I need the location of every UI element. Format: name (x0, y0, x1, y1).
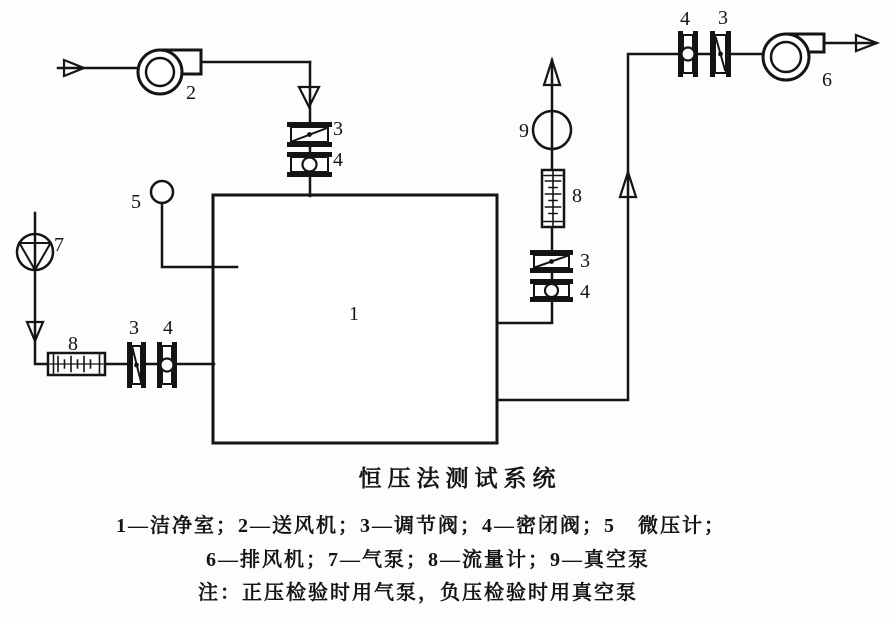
sealed-valve-mid-icon (530, 279, 573, 302)
label-sealed-valve-mid: 4 (580, 281, 590, 303)
legend-note: 注：正压检验时用气泵，负压检验时用真空泵 (198, 582, 638, 604)
regulating-valve-top-icon (287, 122, 332, 147)
micro-manometer-icon (151, 181, 173, 203)
label-supply-fan: 2 (186, 82, 196, 104)
label-sealed-valve-right: 4 (680, 8, 690, 30)
label-sealed-valve-left: 4 (163, 317, 173, 339)
label-vacuum-pump: 9 (519, 120, 529, 142)
label-regulating-valve-mid: 3 (580, 250, 590, 272)
diagram-title: 恒压法测试系统 (358, 466, 562, 491)
label-regulating-valve-left: 3 (129, 317, 139, 339)
flow-meter-mid-icon (542, 170, 564, 227)
sealed-valve-left-icon (157, 342, 177, 388)
pipe-exhaust (497, 54, 764, 400)
exhaust-fan-icon (763, 34, 824, 80)
label-clean-room: 1 (349, 303, 359, 325)
label-regulating-valve-top: 3 (333, 118, 343, 140)
regulating-valve-mid-icon (530, 250, 573, 273)
regulating-valve-right-icon (710, 31, 731, 77)
sealed-valve-right-icon (678, 31, 698, 77)
legend-line-1: 1—洁净室；2—送风机；3—调节阀；4—密闭阀；5 微压计； (116, 515, 726, 537)
label-flow-meter-left: 8 (68, 333, 78, 355)
label-air-pump: 7 (54, 234, 64, 256)
regulating-valve-left-icon (127, 342, 146, 388)
label-micro-manometer: 5 (131, 191, 141, 213)
label-flow-meter-mid: 8 (572, 185, 582, 207)
sealed-valve-top-icon (287, 152, 332, 177)
label-regulating-valve-right: 3 (718, 7, 728, 29)
label-exhaust-fan: 6 (822, 69, 832, 91)
label-sealed-valve-top: 4 (333, 149, 343, 171)
flow-meter-left-icon (48, 353, 105, 375)
legend-line-2: 6—排风机；7—气泵；8—流量计；9—真空泵 (206, 549, 650, 571)
